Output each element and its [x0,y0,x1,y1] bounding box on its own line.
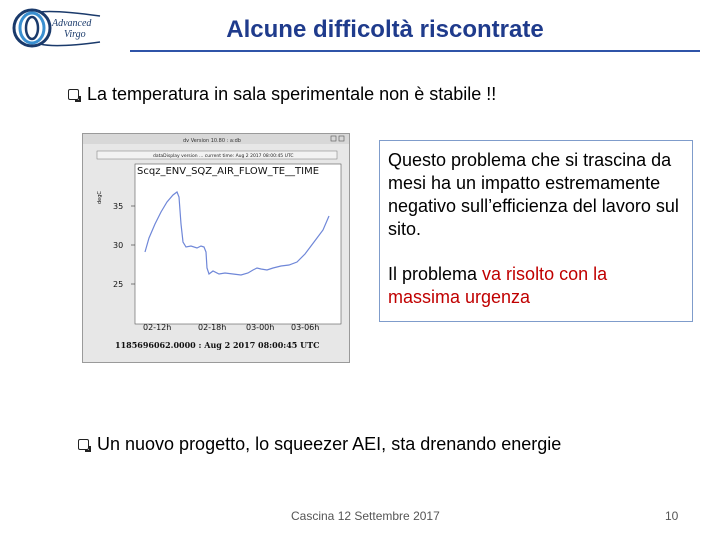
callout-paragraph-1: Questo problema che si trascina da mesi ha un impatto estremamente negativo sull’efficienza del lavoro sul sito. [388,150,679,239]
title-divider [130,50,700,52]
bullet-temperature-text: La temperatura in sala sperimentale non è stabile !! [87,84,497,104]
ytick-label: 35 [113,202,124,211]
bullet-squeezer [78,434,561,455]
footer-date: Cascina 12 Settembre 2017 [291,509,440,523]
ytick-label: 30 [113,241,124,250]
bullet-checkbox-icon [68,89,79,100]
xtick-label: 02-12h [143,323,172,332]
callout-para2-prefix: Il problema [388,264,483,284]
plot-status: 1185696062.0000 : Aug 2 2017 08:00:45 UTC [115,340,320,350]
xtick-label: 02-18h [198,323,227,332]
window-title: dv Version 10.80 : a:db [183,138,241,144]
plot-ylabel: degC [97,191,103,204]
xtick-label: 03-06h [291,323,320,332]
callout-urgency-text: va risolto con la massima urgenza [388,264,608,307]
plot-area [135,164,341,324]
bullet-checkbox-icon [78,439,89,450]
callout-box [379,140,693,322]
bullet-temperature [68,84,496,105]
ytick-label: 25 [113,280,124,289]
plot-window [83,134,349,362]
logo-text-advanced: Advanced [52,18,92,29]
plot-title: Scqz_ENV_SQZ_AIR_FLOW_TE__TIME [137,166,320,177]
info-bar: dataDisplay version ... current time: Aug 2 2017 08:00:45 UTC [153,154,294,159]
xtick-label: 03-00h [246,323,275,332]
bullet-squeezer-text: Un nuovo progetto, lo squeezer AEI, sta drenando energie [97,434,562,454]
page-number: 10 [665,509,679,523]
slide-title: Alcune difficoltà riscontrate [226,16,544,43]
logo-text-virgo: Virgo [64,29,86,40]
callout-paragraph-2 [388,263,684,309]
temperature-plot-screenshot [82,133,350,363]
